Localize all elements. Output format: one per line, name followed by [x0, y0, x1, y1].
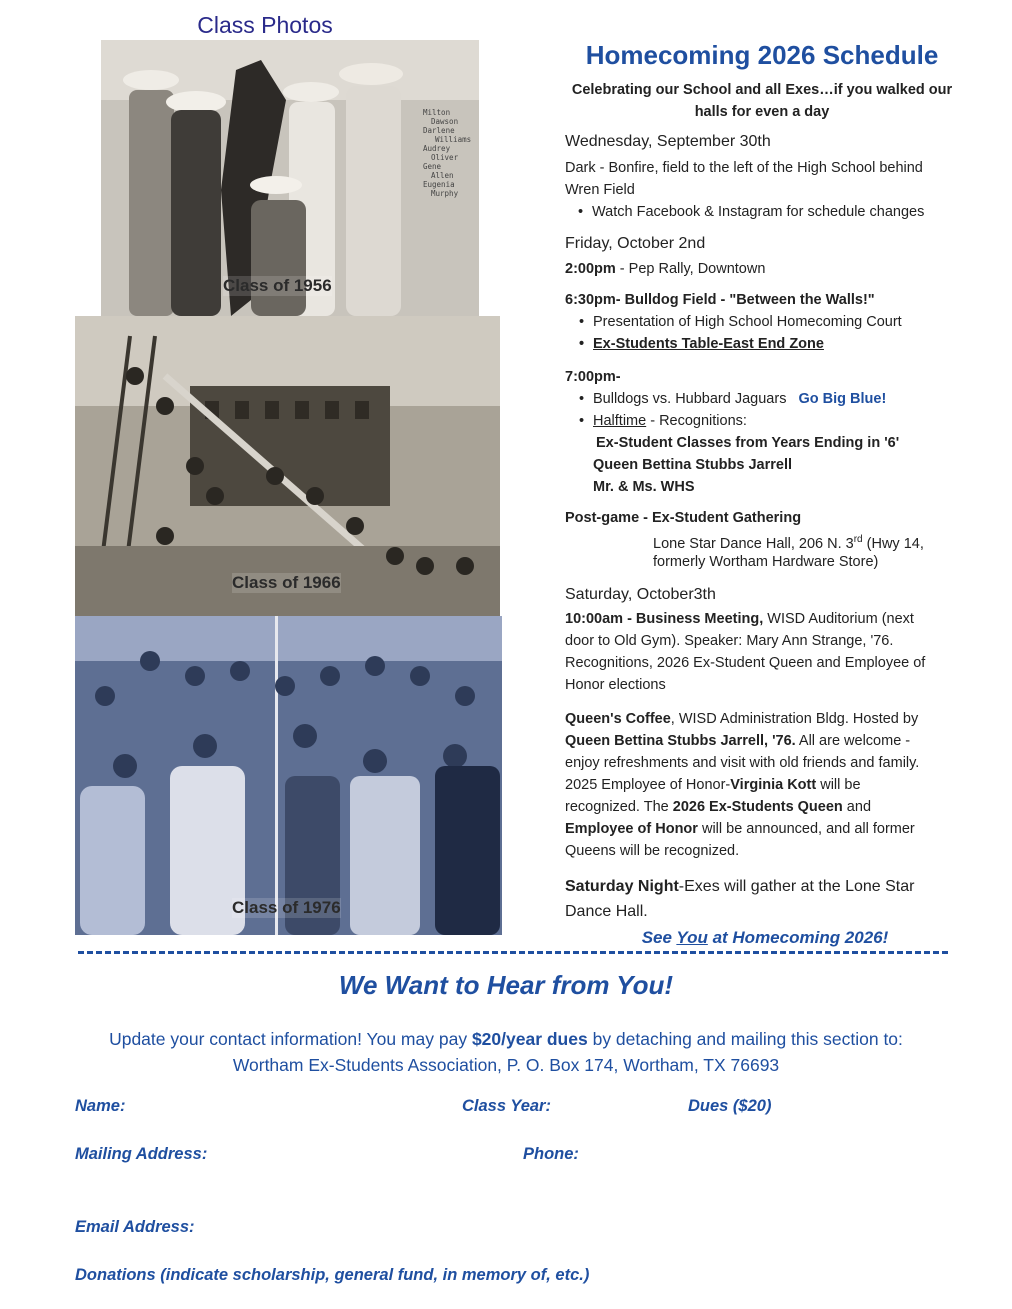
ex-students-table-bullet: • Ex-Students Table-East End Zone	[593, 333, 824, 355]
pep-rally-line	[565, 258, 765, 280]
go-big-blue: Go Big Blue!	[798, 391, 887, 407]
dues-field-label[interactable]: Dues ($20)	[688, 1097, 772, 1115]
bulldog-field-line: 6:30pm- Bulldog Field - "Between the Walls!"	[565, 292, 875, 308]
post-game-location-2: formerly Wortham Hardware Store)	[653, 554, 879, 570]
form-heading: We Want to Hear from You!	[338, 970, 674, 1000]
bonfire-text: Dark - Bonfire, field to the left of the High School behind Wren Field	[565, 160, 923, 198]
wednesday-heading: Wednesday, September 30th	[565, 133, 771, 150]
name-field-label[interactable]: Name:	[75, 1097, 126, 1115]
class-1956-caption: Class of 1956	[223, 276, 332, 295]
halftime-rest: - Recognitions:	[646, 413, 747, 429]
class-1966-image	[75, 316, 500, 616]
homecoming-court-bullet: • Presentation of High School Homecoming Court	[593, 311, 902, 333]
halftime-bullet	[593, 410, 747, 432]
mailing-address-text: Wortham Ex-Students Association, P. O. Box 174, Wortham, TX 76693	[232, 1055, 780, 1075]
post-game-location: Lone Star Dance Hall, 206 N. 3rd (Hwy 14,	[653, 534, 924, 552]
phone-field-label[interactable]: Phone:	[523, 1145, 579, 1163]
see-you-line: See You at Homecoming 2026!	[641, 928, 889, 947]
photos-title: Class Photos	[197, 12, 333, 38]
class-1976-photo	[75, 616, 502, 935]
class-1966-photo	[75, 316, 500, 616]
class-1956-photo	[101, 40, 479, 316]
game-matchup: Bulldogs vs. Hubbard Jaguars	[593, 391, 787, 407]
detach-line	[78, 951, 948, 954]
schedule-subtitle: Celebrating our School and all Exes…if you walked our halls for even a day	[571, 82, 953, 120]
pep-rally-time: 2:00pm	[565, 261, 616, 277]
pep-rally-text: - Pep Rally, Downtown	[615, 261, 766, 277]
donations-field-label[interactable]: Donations (indicate scholarship, general fund, in memory of, etc.)	[75, 1266, 590, 1284]
friday-heading: Friday, October 2nd	[565, 235, 706, 252]
game-time: 7:00pm-	[565, 369, 621, 385]
email-field-label[interactable]: Email Address:	[75, 1218, 195, 1236]
saturday-heading: Saturday, October3th	[565, 586, 716, 603]
schedule-title: Homecoming 2026 Schedule	[585, 40, 939, 70]
saturday-night: Saturday Night-Exes will gather at the Lone Star Dance Hall.	[565, 878, 915, 920]
post-game-heading: Post-game - Ex-Student Gathering	[565, 510, 802, 526]
queens-coffee: Queen's Coffee, WISD Administration Bldg. Hosted by Queen Bettina Stubbs Jarrell, '76. All are welcome - enjoy refreshments and visit with old friends and family. 2025 Employee of Honor-Virginia Kott will be recognized. The 2026 Ex-Students Queen and Employee of Honor will be announced, and all former Queens will be recognized.	[565, 711, 920, 859]
class-1976-image	[75, 616, 502, 935]
halftime-recognition-2: Queen Bettina Stubbs Jarrell	[593, 457, 793, 473]
update-info: Update your contact information! You may pay $20/year dues by detaching and mailing this section to: Wortham Ex-Students Association, P. O. Box 174, Wortham, TX 76693	[0, 1026, 1012, 1078]
game-bullet	[593, 388, 886, 410]
class-year-field-label[interactable]: Class Year:	[462, 1097, 551, 1115]
mailing-address-field-label[interactable]: Mailing Address:	[75, 1145, 208, 1163]
class-1966-caption: Class of 1966	[232, 573, 341, 592]
class-1956-names: Milton Dawson Darlene Williams Audrey Oliver Gene Allen Eugenia Murphy	[423, 108, 472, 198]
halftime-label: Halftime	[593, 413, 647, 429]
class-1976-caption: Class of 1976	[232, 898, 341, 917]
business-meeting: 10:00am - Business Meeting, WISD Auditorium (next door to Old Gym). Speaker: Mary Ann Strange, '76. Recognitions, 2026 Ex-Student Queen and Employee of Honor elections	[565, 611, 926, 693]
halftime-recognition-1: Ex-Student Classes from Years Ending in '6'	[596, 435, 900, 451]
halftime-recognition-3: Mr. & Ms. WHS	[593, 479, 695, 495]
bonfire-bullet: • Watch Facebook & Instagram for schedule changes	[592, 201, 924, 223]
